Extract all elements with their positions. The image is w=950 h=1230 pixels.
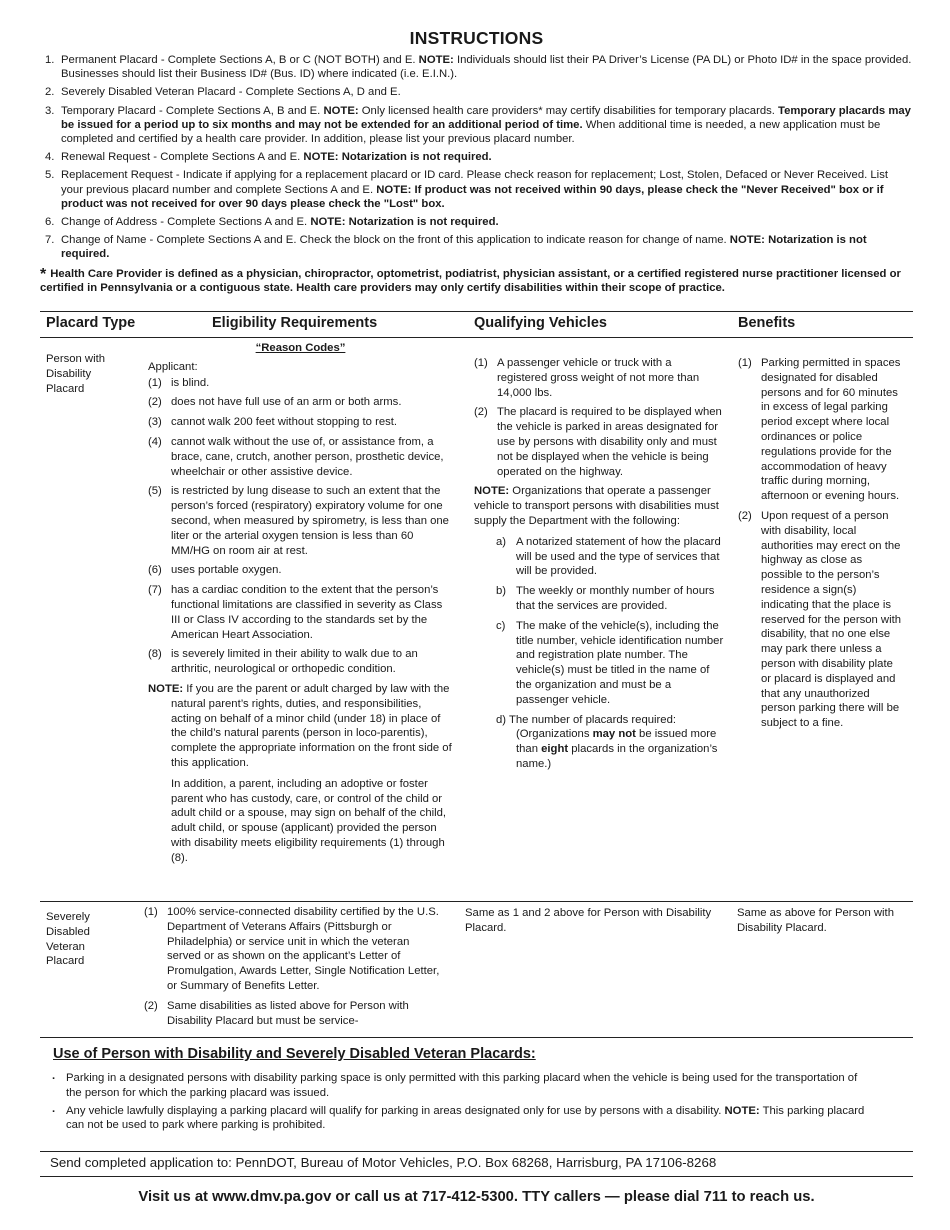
reason-code-item: [148, 415, 453, 430]
item-number: (1): [148, 376, 162, 389]
org-item-d: [474, 713, 724, 772]
item-number: (4): [148, 435, 162, 448]
veteran-eligibility-item: [144, 905, 444, 994]
organization-requirement-item: [474, 535, 724, 579]
row2-vehicles: Same as 1 and 2 above for Person with Disability Placard.: [465, 907, 712, 934]
hcp-text: Health Care Provider is defined as a physician, chiropractor, optometrist, podiatrist, physician assistant, or a certified registered nurse practitioner licensed or certified in Pennsylvania or a contiguous state. Health care providers may only certify disabilities within their scope of practice.: [40, 267, 901, 295]
header-benefits: Benefits: [738, 315, 796, 331]
benefit-item: [738, 509, 906, 731]
instructions-page: [40, 0, 913, 296]
item-text: The placard is required to be displayed when the vehicle is parked in areas designated for use by persons with disability only and must not be displayed when the vehicle is being operated on the highway.: [497, 406, 722, 478]
instruction-number: 6.: [45, 216, 55, 229]
item-text: The make of the vehicle(s), including the title number, vehicle identification number and registration plate number. The vehicle(s) must be titled in the name of the organization and must be a passenger vehicle.: [516, 619, 724, 706]
row1-type-line: Person with: [46, 353, 106, 365]
text-run: Any vehicle lawfully displaying a parking placard will qualify for parking in areas designated only for use by persons with a disability.: [66, 1104, 725, 1117]
item-text: A notarized statement of how the placard will be used and the type of services that will be provided.: [516, 535, 721, 578]
instruction-number: 5.: [45, 169, 55, 182]
text-run: Individuals should list their PA Driver’s License (PA DL) or Photo ID# in the space provided. Businesses should list their Business ID# (Bus. ID) where indicated (i.e. E.I.N.).: [61, 54, 912, 81]
row2-type-line: Disabled: [46, 925, 90, 938]
header-placard-type: Placard Type: [46, 315, 136, 331]
row2-type-line: Veteran: [46, 940, 85, 953]
use-section-title: Use of Person with Disability and Severely Disabled Veteran Placards:: [53, 1046, 536, 1062]
row2-placard-type: [46, 910, 126, 969]
item-text: 100% service-connected disability certified by the U.S. Department of Veterans Affairs (Pittsburgh or Philadelphia) or service unit in which the veteran served or as shown on the applicant’s Letter of Promulgation, Awards Letter, Single Notification Letter, or Summary of Benefits Letter.: [167, 906, 440, 992]
reason-code-item: [148, 647, 453, 677]
item-number: (7): [148, 584, 162, 597]
note-text: If you are the parent or adult charged by law with the natural parent’s rights, duties, and responsibilities, acting on behalf of a minor child (under 18) in place of the child’s natural parents (person in loco-parentis), complete the appropriate information on the front side of this application.: [171, 682, 452, 769]
instruction-item: [40, 53, 913, 81]
reason-code-item: [148, 563, 453, 578]
benefits-list: [738, 356, 906, 731]
parent-note-addition: In addition, a parent, including an adoptive or foster parent who has custody, care, or control of the child or adult child or a spouse, may sign on behalf of the child, adult child, or spouse (applicant) provided the person with disability meets eligibility requirements (1) through (8).: [171, 777, 447, 864]
organization-requirements-list: [474, 535, 724, 708]
item-text: Parking permitted in spaces designated for disabled persons and for 60 minutes in excess of legal parking period except where local ordinances or police regulations provide for the accommodation of heavy traffic during morning, afternoon or evening hours.: [761, 357, 901, 503]
item-number: (2): [738, 509, 752, 522]
note-label: NOTE:: [148, 682, 184, 695]
item-text: cannot walk 200 feet without stopping to rest.: [171, 416, 398, 429]
table-top-rule: [40, 311, 913, 312]
row1-placard-type: [46, 352, 126, 396]
table-bottom-rule: [40, 1037, 913, 1038]
item-number: c): [496, 619, 506, 632]
reason-code-item: [148, 395, 453, 410]
bold-text: NOTE: Notarization is not required.: [61, 234, 867, 261]
item-text: Upon request of a person with disability, local authorities may erect on the highway as close as possible to the person’s residence a sign(s) indicating that the place is reserved for the person with disability, that no one else may park there unless a person with disability plate or placard is displayed and that any unauthorized person parking there will be subject to a fine.: [761, 509, 902, 730]
instruction-item: [40, 150, 913, 164]
contact-footer: Visit us at www.dmv.pa.gov or call us at 717-412-5300. TTY callers — please dial 711 to reach us.: [138, 1189, 815, 1205]
reason-code-item: [148, 376, 453, 391]
instruction-item: [40, 233, 913, 261]
vehicles-list: [474, 356, 724, 479]
row1-benefits: [738, 356, 906, 736]
instruction-number: 7.: [45, 234, 55, 247]
text-run: Only licensed health care providers* may certify disabilities for temporary placards.: [358, 104, 779, 117]
row2-benefits: Same as above for Person with Disability Placard.: [737, 907, 894, 934]
bullet-dot: .: [52, 1102, 56, 1115]
text-run: Temporary Placard - Complete Sections A, B and E.: [61, 104, 324, 117]
row1-type-line: Disability: [46, 367, 92, 380]
item-number: (2): [144, 999, 158, 1012]
mailing-address: Send completed application to: PennDOT, Bureau of Motor Vehicles, P.O. Box 68268, Harrisburg, PA 17106-8268: [50, 1155, 717, 1170]
item-text: is severely limited in their ability to walk due to an arthritic, neurological or orthopedic condition.: [171, 648, 418, 676]
item-text: cannot walk without the use of, or assistance from, a brace, cane, crutch, another person, prosthetic device, wheelchair or other assistive device.: [171, 435, 444, 478]
vehicles-note-label: NOTE:: [474, 485, 510, 498]
veteran-eligibility-list: [144, 905, 444, 1028]
item-text: Same disabilities as listed above for Person with Disability Placard but must be service-: [167, 999, 409, 1027]
item-text: does not have full use of an arm or both arms.: [171, 396, 402, 409]
instruction-number: 2.: [45, 86, 55, 99]
bold-text: NOTE: Notarization is not required.: [310, 216, 499, 229]
table-header: [40, 315, 913, 335]
table-header-rule: [40, 337, 913, 338]
vehicles-note-text: Organizations that operate a passenger vehicle to transport persons with disabilities must supply the Department with the following:: [474, 485, 719, 527]
text-run: placards in the organization’s name.): [516, 743, 718, 770]
reason-codes-list: [148, 376, 453, 677]
bullet-dot: .: [52, 1070, 56, 1082]
reason-code-item: [148, 583, 453, 642]
item-text: is blind.: [171, 376, 210, 389]
use-bullet-item: [50, 1071, 870, 1101]
send-top-rule: [40, 1151, 913, 1152]
reason-code-item: [148, 484, 453, 558]
item-number: (8): [148, 648, 162, 661]
text-run: Severely Disabled Veteran Placard - Complete Sections A, D and E.: [61, 86, 401, 99]
row2-type-line: Placard: [46, 955, 85, 968]
benefit-item: [738, 356, 906, 504]
veteran-eligibility-item: [144, 999, 444, 1029]
header-vehicles: Qualifying Vehicles: [474, 315, 607, 331]
instruction-item: [40, 168, 913, 211]
item-number: (1): [738, 357, 752, 369]
organization-requirement-item: [474, 619, 724, 708]
text-run: be issued more than: [516, 728, 717, 756]
row2-eligibility: [144, 905, 444, 1033]
text-run: Permanent Placard - Complete Sections A, B or C (NOT BOTH) and E.: [61, 54, 419, 66]
instruction-item: [40, 85, 913, 99]
item-number: a): [496, 535, 507, 548]
use-bullets: [50, 1071, 870, 1136]
bold-text: may not: [592, 728, 636, 741]
text-run: Renewal Request - Complete Sections A and E.: [61, 151, 304, 164]
text-run: This parking placard can not be used to park where parking is prohibited.: [66, 1104, 865, 1132]
bold-text: NOTE: If product was not received within 90 days, please check the "Never Received" box or if product was not received for over 90 days please check the "Lost" box.: [61, 183, 884, 210]
bold-text: Temporary placards may be issued for a period up to six months and may not be extended for an additional period of time.: [61, 104, 911, 131]
row2-type-line: Severely: [46, 911, 90, 923]
instruction-item: [40, 104, 913, 147]
organization-requirement-item: [474, 584, 724, 614]
item-number: (2): [474, 406, 488, 419]
instruction-number: 3.: [45, 104, 55, 117]
item-text: uses portable oxygen.: [171, 564, 282, 577]
bold-text: NOTE: Notarization is not required.: [303, 151, 492, 164]
item-number: (3): [148, 416, 162, 429]
bold-text: NOTE:: [724, 1104, 760, 1117]
send-bottom-rule: [40, 1176, 913, 1177]
item-text: is restricted by lung disease to such an extent that the person’s forced (respiratory) expiratory volume for one second, when measured by spirometry, is less than one liter or the arterial oxygen tension is less than 60 MM/HG on room air at rest.: [171, 485, 449, 557]
parent-note: [148, 682, 453, 771]
row-divider: [40, 901, 913, 902]
reason-codes-title: “Reason Codes”: [255, 342, 346, 354]
reason-code-item: [148, 435, 453, 479]
row1-type-line: Placard: [46, 382, 85, 395]
item-number: (5): [148, 485, 162, 498]
asterisk: *: [40, 265, 47, 283]
item-text: The weekly or monthly number of hours that the services are provided.: [516, 585, 715, 612]
item-number: b): [496, 585, 507, 598]
row1-eligibility: [148, 341, 453, 866]
item-text: has a cardiac condition to the extent that the person’s functional limitations are classified in severity as Class III or Class IV according to the standards set by the American Heart Association.: [171, 584, 443, 641]
text-run: Change of Address - Complete Sections A and E.: [61, 216, 311, 229]
header-eligibility: Eligibility Requirements: [212, 315, 378, 331]
vehicle-item: [474, 356, 724, 400]
applicant-label: Applicant:: [148, 360, 198, 373]
org-item-d-lead: d) The number of placards required:: [496, 713, 677, 726]
page-title: INSTRUCTIONS: [409, 28, 544, 48]
instruction-item: [40, 215, 913, 229]
health-care-provider-definition: [40, 266, 913, 296]
vehicle-item: [474, 405, 724, 479]
item-number: (1): [474, 357, 488, 369]
instruction-number: 4.: [45, 151, 55, 164]
bold-text: NOTE:: [418, 54, 454, 66]
item-number: (6): [148, 564, 162, 577]
org-item-d-text: [496, 727, 724, 771]
use-bullet-item: [50, 1104, 870, 1134]
text-run: (Organizations: [516, 728, 593, 741]
text-run: Parking in a designated persons with disability parking space is only permitted with this parking placard when the vehicle is being used for the transportation of the person for which the parking placard was issued.: [66, 1072, 858, 1099]
text-run: Replacement Request - Indicate if applying for a replacement placard or ID card. Please check reason for replacement; Lost, Stolen, Defaced or Never Received. List your previous placard number and complete Sections A and E.: [61, 169, 888, 196]
item-number: (1): [144, 906, 158, 918]
text-run: Change of Name - Complete Sections A and E. Check the block on the front of this application to indicate reason for change of name.: [61, 234, 730, 247]
bold-text: eight: [541, 743, 569, 756]
bold-text: NOTE:: [323, 104, 359, 117]
item-number: (2): [148, 396, 162, 409]
vehicles-note: [474, 484, 724, 528]
row1-vehicles: [474, 356, 724, 772]
instructions-list: [40, 53, 913, 262]
text-run: When additional time is needed, a new application must be completed and certified by a health care provider. In addition, please list your previous placard number.: [61, 118, 881, 146]
item-text: A passenger vehicle or truck with a registered gross weight of not more than 14,000 lbs.: [497, 357, 700, 399]
instruction-number: 1.: [45, 54, 55, 66]
